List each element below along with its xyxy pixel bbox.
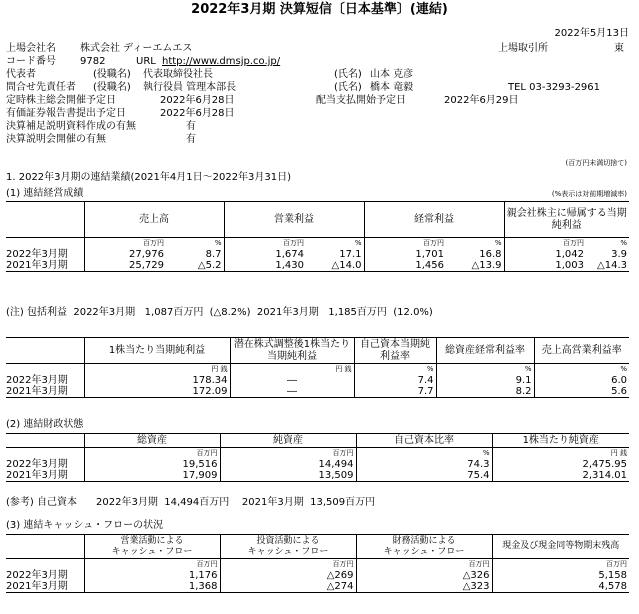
corner-cell xyxy=(6,434,84,448)
cell: △5.2 xyxy=(166,260,224,272)
operating-results-table xyxy=(6,201,629,272)
header-net-income: 親会社株主に帰属する当期純利益 xyxy=(504,202,629,238)
header-bps: 1株当たり純資産 xyxy=(492,434,629,448)
header-investing-cf: 投資活動による キャッシュ・フロー xyxy=(220,535,356,559)
dividend-date: 2022年6月29日 xyxy=(444,95,519,106)
cell: 1,003 xyxy=(504,260,586,272)
table-row xyxy=(6,470,629,482)
unit: 百万円 xyxy=(220,448,356,460)
corner-cell xyxy=(6,338,84,364)
cell: △323 xyxy=(356,581,492,593)
contact-label: 問合せ先責任者 xyxy=(6,82,76,93)
contact-name-label: (氏名) xyxy=(334,82,362,93)
unit-pct: % xyxy=(586,238,629,250)
cell: 172.09 xyxy=(84,386,230,398)
cell: 8.7 xyxy=(205,249,222,260)
cell: 1,176 xyxy=(84,570,220,581)
briefing-value: 有 xyxy=(186,134,196,145)
row-label: 2022年3月期 xyxy=(6,459,68,470)
cell: 1,674 xyxy=(224,249,306,260)
header-equity-ratio: 自己資本比率 xyxy=(356,434,492,448)
s1-2-title: (2) 連結財政状態 xyxy=(6,419,84,430)
header-roa: 総資産経常利益率 xyxy=(436,338,534,364)
unit: 百万円 xyxy=(356,559,492,571)
section1-title: 1. 2022年3月期の連結業績(2021年4月1日～2022年3月31日) xyxy=(6,172,292,183)
row-label: 2022年3月期 xyxy=(6,375,68,386)
rep-label: 代表者 xyxy=(6,69,36,80)
table-row xyxy=(6,386,629,398)
exchange-label: 上場取引所 xyxy=(498,43,548,54)
financial-position-table xyxy=(6,433,629,482)
cell: 16.8 xyxy=(479,249,502,260)
table-row xyxy=(6,249,629,260)
meeting-date: 2022年6月28日 xyxy=(160,95,235,106)
corner-cell xyxy=(6,202,84,238)
cell: △14.0 xyxy=(306,260,364,272)
cell: 17.1 xyxy=(339,249,362,260)
report-label: 有価証券報告書提出予定日 xyxy=(6,108,126,119)
cell: 2,314.01 xyxy=(492,470,629,482)
header-operating-cf: 営業活動による キャッシュ・フロー xyxy=(84,535,220,559)
cell: 14,494 xyxy=(220,459,356,470)
cell: △326 xyxy=(356,570,492,581)
header-net-assets: 純資産 xyxy=(220,434,356,448)
unit-blank xyxy=(6,238,84,250)
cell: 9.1 xyxy=(436,375,534,386)
cell: 7.4 xyxy=(354,375,436,386)
unit-million: 百万円 xyxy=(504,238,586,250)
header-eps: 1株当たり当期純利益 xyxy=(84,338,230,364)
cell: 8.2 xyxy=(436,386,534,398)
supplement-value: 有 xyxy=(186,121,196,132)
row-label: 2022年3月期 xyxy=(6,249,68,260)
s1-1-note: (%表示は対前期増減率) xyxy=(551,190,627,198)
cell: 13,509 xyxy=(220,470,356,482)
cell: 25,729 xyxy=(84,260,166,272)
code-value: 9782 xyxy=(80,56,106,67)
equity-reference-note: (参考) 自己資本 2022年3月期 14,494百万円 2021年3月期 13,509百万円 xyxy=(6,497,376,508)
header-roe: 自己資本当期純利益率 xyxy=(354,338,436,364)
s1-3-title: (3) 連結キャッシュ・フローの状況 xyxy=(6,520,164,531)
header-sales: 売上高 xyxy=(84,202,224,238)
cell: △13.9 xyxy=(446,260,504,272)
cell: 1,042 xyxy=(504,249,586,260)
cell: 2,475.95 xyxy=(492,459,629,470)
unit: 百万円 xyxy=(84,448,220,460)
publish-date: 2022年5月13日 xyxy=(554,28,629,39)
unit-pct: % xyxy=(166,238,224,250)
table-row xyxy=(6,581,629,593)
report-date: 2022年6月28日 xyxy=(160,108,235,119)
unit-pct: % xyxy=(306,238,364,250)
cell: 5.6 xyxy=(534,386,629,398)
unit: % xyxy=(534,364,629,376)
company-url-link[interactable]: http://www.dmsjp.co.jp/ xyxy=(162,56,281,67)
contact-role-label: (役職名) xyxy=(93,82,131,93)
cell: 27,976 xyxy=(84,249,166,260)
cell: 17,909 xyxy=(84,470,220,482)
table-row xyxy=(6,570,629,581)
row-label: 2021年3月期 xyxy=(6,260,84,272)
table-row xyxy=(6,375,629,386)
unit: 円 銭 xyxy=(492,448,629,460)
cell: 74.3 xyxy=(356,459,492,470)
rep-role-label: (役職名) xyxy=(93,69,131,80)
cell: 3.9 xyxy=(611,249,627,260)
document-title: 2022年3月期 決算短信〔日本基準〕(連結) xyxy=(191,2,448,17)
row-label: 2021年3月期 xyxy=(6,470,84,482)
unit: 円 銭 xyxy=(84,364,230,376)
cell: △274 xyxy=(220,581,356,593)
unit-blank xyxy=(6,364,84,376)
corner-cell xyxy=(6,535,84,559)
s1-1-title: (1) 連結経営成績 xyxy=(6,188,84,199)
cell: 1,368 xyxy=(84,581,220,593)
code-label: コード番号 xyxy=(6,56,56,67)
unit: % xyxy=(356,448,492,460)
row-label: 2021年3月期 xyxy=(6,386,84,398)
meeting-label: 定時株主総会開催予定日 xyxy=(6,95,116,106)
cell: 1,456 xyxy=(364,260,446,272)
unit: 円 銭 xyxy=(230,364,354,376)
supplement-label: 決算補足説明資料作成の有無 xyxy=(6,121,136,132)
per-share-table xyxy=(6,337,629,398)
unit: 百万円 xyxy=(84,559,220,571)
unit: % xyxy=(436,364,534,376)
cell: ― xyxy=(230,386,354,398)
cell: ― xyxy=(230,375,354,386)
row-label: 2021年3月期 xyxy=(6,581,84,593)
briefing-label: 決算説明会開催の有無 xyxy=(6,134,106,145)
rep-name-label: (氏名) xyxy=(334,69,362,80)
unit: 百万円 xyxy=(492,559,629,571)
unit-million: 百万円 xyxy=(364,238,446,250)
cell: △14.3 xyxy=(586,260,629,272)
unit-blank xyxy=(6,559,84,571)
cell: △269 xyxy=(220,570,356,581)
comprehensive-income-note: (注) 包括利益 2022年3月期 1,087百万円 (△8.2%) 2021年3月期 1,185百万円 (12.0%) xyxy=(6,307,433,318)
cell: 4,578 xyxy=(492,581,629,593)
rep-name: 山本 克彦 xyxy=(370,69,414,80)
table-row xyxy=(6,459,629,470)
company-label: 上場会社名 xyxy=(6,43,56,54)
rep-role: 代表取締役社長 xyxy=(143,69,213,80)
row-label: 2022年3月期 xyxy=(6,570,68,581)
cell: 19,516 xyxy=(84,459,220,470)
header-operating-margin: 売上高営業利益率 xyxy=(534,338,629,364)
cell: 1,701 xyxy=(364,249,446,260)
dividend-label: 配当支払開始予定日 xyxy=(316,95,406,106)
contact-name: 橋本 竜毅 xyxy=(370,82,414,93)
company-name: 株式会社 ディーエムエス xyxy=(80,43,193,54)
contact-role: 執行役員 管理本部長 xyxy=(143,82,237,93)
cell: 7.7 xyxy=(354,386,436,398)
header-total-assets: 総資産 xyxy=(84,434,220,448)
table-row xyxy=(6,260,629,272)
header-financing-cf: 財務活動による キャッシュ・フロー xyxy=(356,535,492,559)
exchange-value: 東 xyxy=(614,43,624,54)
header-operating-income: 営業利益 xyxy=(224,202,364,238)
cell: 178.34 xyxy=(84,375,230,386)
unit-million: 百万円 xyxy=(84,238,166,250)
unit-pct: % xyxy=(446,238,504,250)
cell: 75.4 xyxy=(356,470,492,482)
contact-tel: TEL 03-3293-2961 xyxy=(508,82,601,93)
cell: 5,158 xyxy=(492,570,629,581)
header-ordinary-income: 経常利益 xyxy=(364,202,504,238)
url-label: URL xyxy=(136,56,156,67)
header-diluted-eps: 潜在株式調整後1株当たり当期純利益 xyxy=(230,338,354,364)
unit: 百万円 xyxy=(220,559,356,571)
header-cash-balance: 現金及び現金同等物期末残高 xyxy=(492,535,629,559)
cash-flow-table xyxy=(6,534,629,593)
unit-blank xyxy=(6,448,84,460)
unit: % xyxy=(354,364,436,376)
cell: 1,430 xyxy=(224,260,306,272)
rounding-note: (百万円未満切捨て) xyxy=(565,159,627,167)
cell: 6.0 xyxy=(534,375,629,386)
unit-million: 百万円 xyxy=(224,238,306,250)
